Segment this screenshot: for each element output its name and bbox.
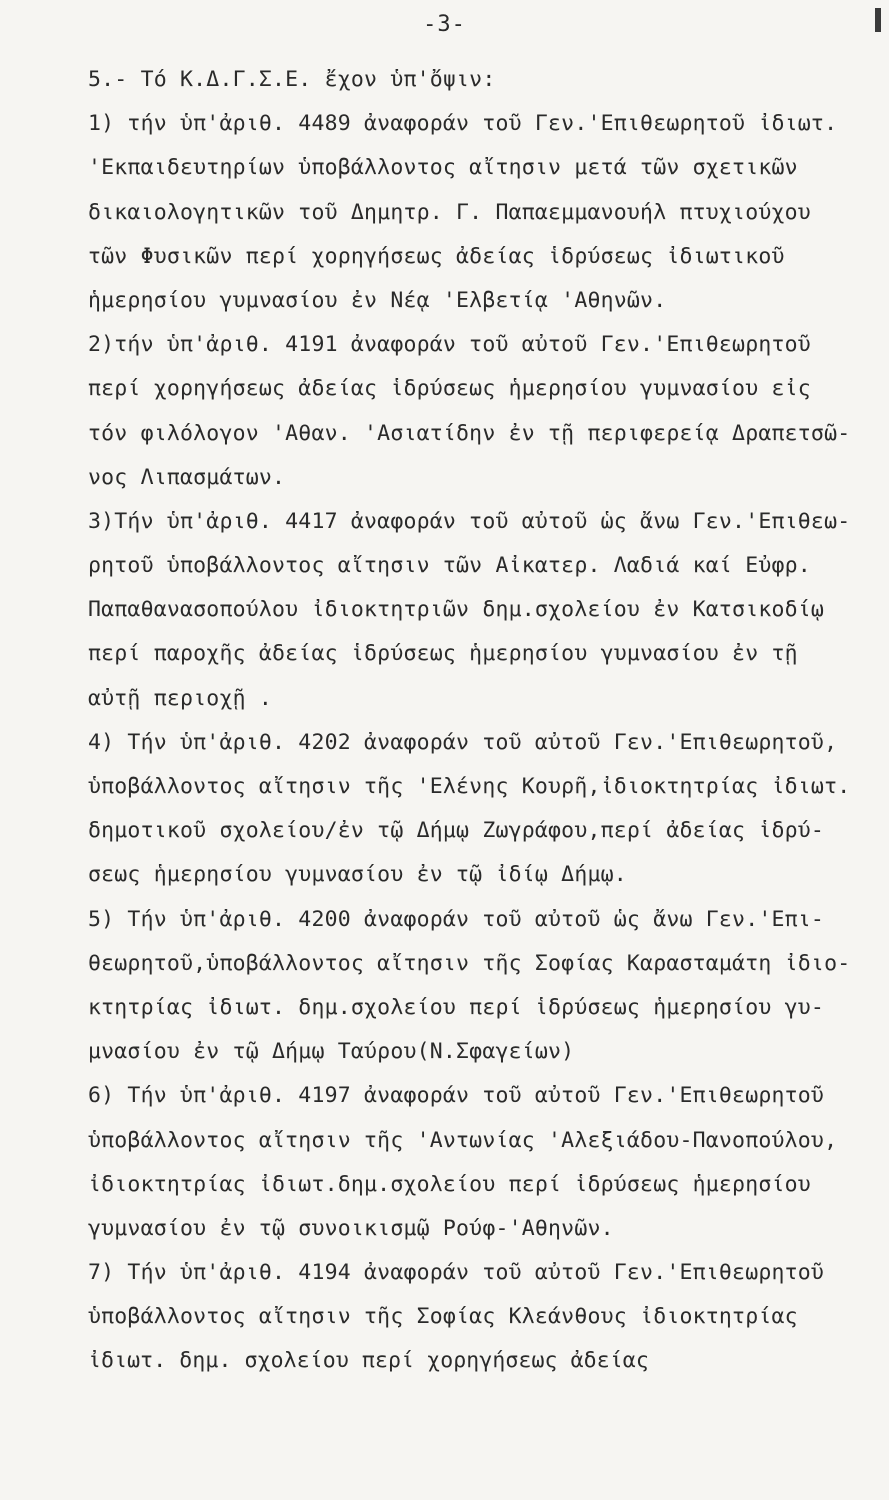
text-line-15: αὐτῇ περιοχῇ . (88, 685, 273, 711)
text-line-21: θεωρητοῦ,ὑποβάλλοντος αἴτησιν τῆς Σοφίας Καρασταμάτη ἰδιο- (88, 950, 851, 976)
text-line-13: Παπαθανασοπούλου ἰδιοκτητριῶν δημ.σχολείου ἐν Κατσικοδίῳ (88, 597, 825, 623)
text-line-27: γυμνασίου ἐν τῷ συνοικισμῷ Ρούφ-'Αθηνῶν. (88, 1215, 614, 1241)
text-line-12: ρητοῦ ὑποβάλλοντος αἴτησιν τῶν Αἰκατερ. Λαδιά καί Εὐφρ. (88, 553, 811, 579)
text-line-23: μνασίου ἐν τῷ Δήμῳ Ταύρου(Ν.Σφαγείων) (88, 1039, 575, 1065)
text-line-9: τόν φιλόλογον 'Αθαν. 'Ασιατίδην ἐν τῇ περιφερείᾳ Δραπετσῶ- (88, 420, 851, 446)
text-line-3: 'Εκπαιδευτηρίων ὑποβάλλοντος αἴτησιν μετά τῶν σχετικῶν (88, 155, 798, 181)
text-line-1: 5.- Τό Κ.Δ.Γ.Σ.Ε. ἔχον ὑπ'ὄψιν: (88, 67, 496, 92)
text-line-2: 1) τήν ὑπ'ἀριθ. 4489 ἀναφοράν τοῦ Γεν.'Επιθεωρητοῦ ἰδιωτ. (88, 111, 838, 137)
page-number: -3- (423, 12, 466, 37)
text-line-10: νος Λιπασμάτων. (88, 464, 286, 490)
text-line-25: ὑποβάλλοντος αἴτησιν τῆς 'Αντωνίας 'Αλεξιάδου-Πανοπούλου, (88, 1127, 838, 1153)
text-line-30: ἰδιωτ. δημ. σχολείου περί χορηγήσεως ἀδείας (88, 1348, 649, 1374)
document-body (88, 58, 878, 1384)
text-line-16: 4) Τήν ὑπ'ἀριθ. 4202 ἀναφοράν τοῦ αὐτοῦ Γεν.'Επιθεωρητοῦ, (88, 729, 838, 755)
text-line-28: 7) Τήν ὑπ'ἀριθ. 4194 ἀναφοράν τοῦ αὐτοῦ Γεν.'Επιθεωρητοῦ (88, 1260, 825, 1286)
text-line-8: περί χορηγήσεως ἀδείας ἱδρύσεως ἡμερησίου γυμνασίου εἰς (88, 376, 811, 402)
text-line-18: δημοτικοῦ σχολείου/ἐν τῷ Δήμῳ Ζωγράφου,περί ἀδείας ἱδρύ- (88, 818, 825, 844)
text-line-26: ἰδιοκτητρίας ἰδιωτ.δημ.σχολείου περί ἱδρύσεως ἡμερησίου (88, 1171, 811, 1197)
text-line-5: τῶν Φυσικῶν περί χορηγήσεως ἀδείας ἱδρύσεως ἰδιωτικοῦ (88, 243, 785, 269)
text-line-24: 6) Τήν ὑπ'ἀριθ. 4197 ἀναφοράν τοῦ αὐτοῦ Γεν.'Επιθεωρητοῦ (88, 1083, 825, 1109)
text-line-20: 5) Τήν ὑπ'ἀριθ. 4200 ἀναφοράν τοῦ αὐτοῦ ὡς ἄνω Γεν.'Επι- (88, 906, 825, 932)
text-line-17: ὑποβάλλοντος αἴτησιν τῆς 'Ελένης Κουρῆ,ἰδιοκτητρίας ἰδιωτ. (88, 774, 851, 799)
text-line-11: 3)Τήν ὑπ'ἀριθ. 4417 ἀναφοράν τοῦ αὐτοῦ ὡς ἄνω Γεν.'Επιθεω- (88, 508, 851, 534)
text-line-19: σεως ἡμερησίου γυμνασίου ἐν τῷ ἰδίῳ Δήμῳ. (88, 862, 627, 888)
text-line-29: ὑποβάλλοντος αἴτησιν τῆς Σοφίας Κλεάνθους ἰδιοκτητρίας (88, 1304, 798, 1330)
text-line-6: ἡμερησίου γυμνασίου ἐν Νέᾳ 'Ελβετίᾳ 'Αθηνῶν. (88, 287, 667, 313)
text-line-7: 2)τήν ὑπ'ἀριθ. 4191 ἀναφοράν τοῦ αὐτοῦ Γεν.'Επιθεωρητοῦ (88, 332, 811, 358)
text-line-4: δικαιολογητικῶν τοῦ Δημητρ. Γ. Παπαεμμανουήλ πτυχιούχου (88, 199, 811, 225)
text-line-22: κτητρίας ἰδιωτ. δημ.σχολείου περί ἱδρύσεως ἡμερησίου γυ- (88, 994, 825, 1020)
text-line-14: περί παροχῆς ἀδείας ἱδρύσεως ἡμερησίου γυμνασίου ἐν τῇ (88, 641, 798, 667)
